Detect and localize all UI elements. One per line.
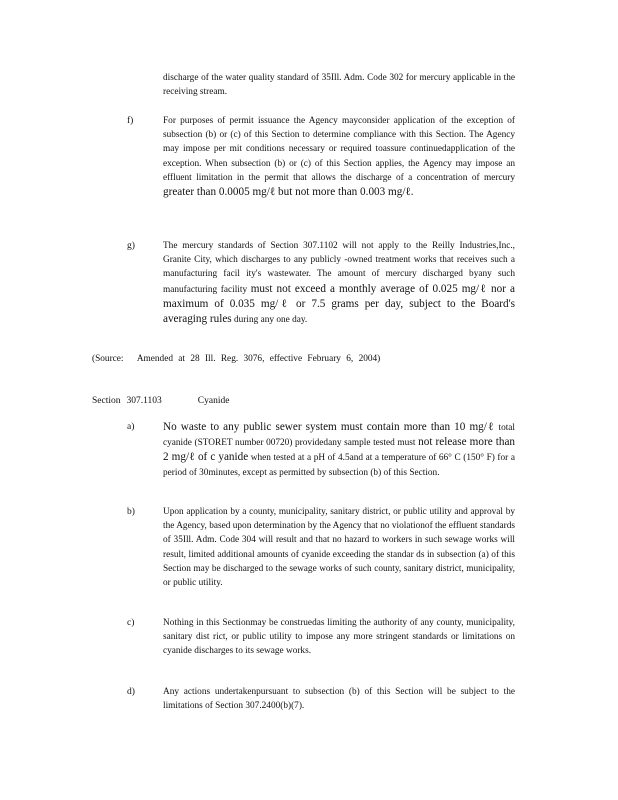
continuation-text: discharge of the water quality standard of 35Ill. Adm. Code 302 for mercury applicable in the receiving stream. [163, 73, 515, 98]
item-paragraph-a [163, 420, 515, 480]
item-paragraph-c: Nothing in this Sectionmay be construedas limiting the authority of any county, municipality, sanitary dist rict, or public utility to impose any more stringent standards or limitations on cyanide discharges to its sewage works. [163, 618, 515, 657]
source-note [92, 352, 532, 366]
item-emphasis-g: must not exceed a monthly average of 0.025 mg/ℓ nor a maximum of 0.035 mg/ℓ or 7.5 grams per day, subject to the Board's averaging rules [163, 282, 515, 326]
item-label-f: f) [127, 116, 134, 126]
item-paragraph-g [163, 239, 515, 327]
item-emphasis-a2: not release more than 2 mg/ℓ of c yanide [163, 436, 516, 464]
item-paragraph-d: Any actions undertakenpursuant to subsection (b) of this Section will be subject to the limitations of Section 307.2400(b)(7). [163, 687, 515, 712]
item-text-a1: total cyanide (STORET number 00720) providedany sample tested must [163, 423, 516, 449]
item-label-d: d) [127, 687, 135, 697]
item-emphasis-f: greater than 0.0005 mg/ℓ but not more than 0.003 mg/ℓ. [163, 186, 414, 199]
section-title: Cyanide [197, 396, 230, 406]
item-text-a2: when tested at a pH of 4.5and at a temperature of 66° C (150° F) for a period of 30minutes, except as permitted by subsection (b) of this Section. [163, 453, 515, 478]
item-tail-g: during any one day. [233, 315, 308, 326]
item-label-c: c) [127, 618, 135, 628]
item-paragraph-f [163, 114, 515, 200]
item-label-b: b) [127, 507, 135, 517]
source-label: (Source: [92, 354, 124, 364]
source-text: Amended at 28 Ill. Reg. 3076, effective February 6, 2004) [136, 354, 381, 364]
item-paragraph-b: Upon application by a county, municipality, sanitary district, or public utility and approval by the Agency, based upon determination by the Agency that no violationof the effluent standards of 35Ill. Adm. Code 304 will result and that no hazard to workers in such sewage works will result, limited additional amounts of cyanide exceeding the standar ds in subsection (a) of this Section may be discharged to the sewage works of such county, sanitary district, municipality, or public utility. [163, 507, 515, 589]
continuation-paragraph [163, 71, 515, 99]
item-label-a: a) [127, 422, 135, 432]
item-text-f: For purposes of permit issuance the Agency mayconsider application of the exception of subsection (b) or (c) of this Section to determine compliance with this Section. The Agency may impose per mit conditions necessary or required toassure continuedapplication of the exception. When subsection (b) or (c) of this Section applies, the Agency may impose an effluent limitation in the permit that allows the discharge of a concentration of mercury [163, 116, 515, 183]
section-label: Section [92, 396, 121, 406]
item-text-g: The mercury standards of Section 307.1102 will not apply to the Reilly Industries,Inc., Granite City, which discharges to any publicly -owned treatment works that receives such a manufacturing facil ity's wastewater. The amount of mercury discharged byany such manufacturing facility [163, 241, 515, 295]
item-emphasis-a1: No waste to any public sewer system must contain more than 10 mg/ℓ [163, 421, 495, 433]
section-heading [92, 394, 229, 408]
section-number: 307.1103 [126, 396, 162, 406]
item-label-g: g) [127, 241, 135, 251]
